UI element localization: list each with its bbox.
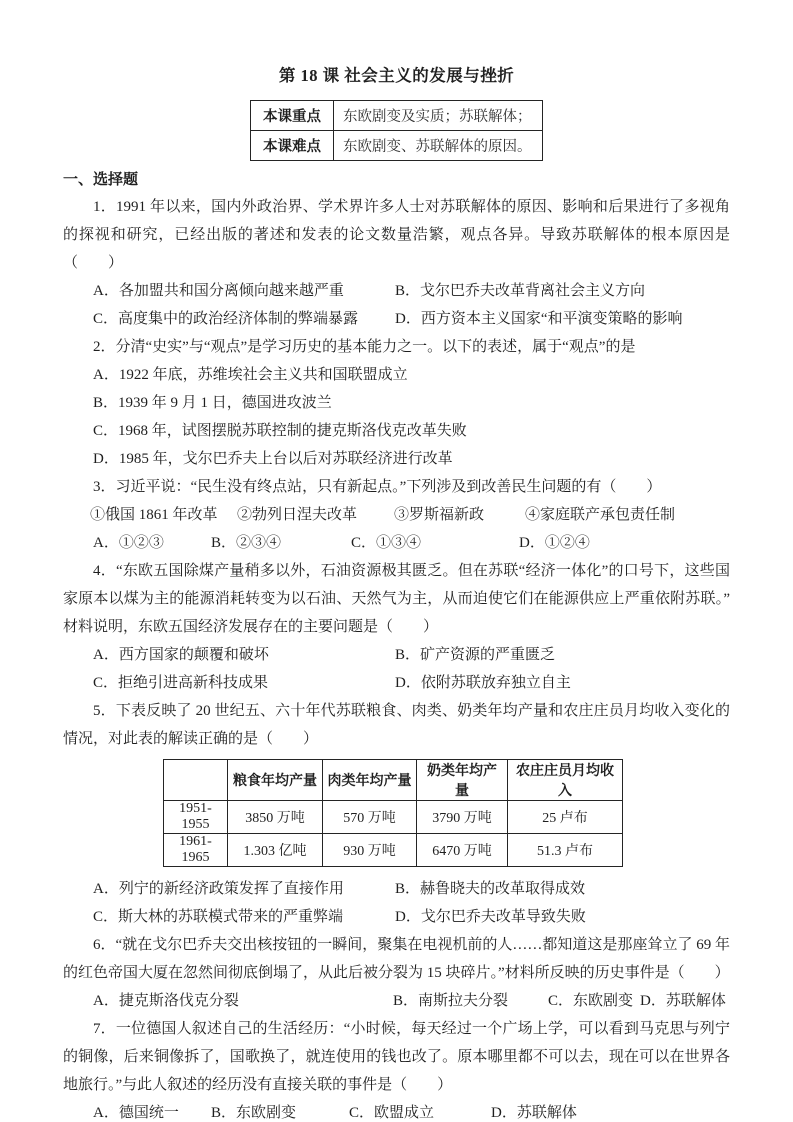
question-stem: 2．分清“史实”与“观点”是学习历史的基本能力之一。以下的表述，属于“观点”的是	[93, 339, 636, 355]
stat-header: 奶类年均产量	[417, 760, 508, 801]
stat-row	[164, 801, 623, 834]
option-d: D．依附苏联放弃独立自主	[395, 675, 571, 691]
numbered-item-4: ④家庭联产承包责任制	[525, 507, 676, 523]
option-row	[63, 277, 730, 305]
question-3	[63, 473, 730, 557]
option-row	[63, 417, 730, 445]
option-c: C．①③④	[351, 535, 422, 551]
option-d: D．戈尔巴乔夫改革导致失败	[395, 909, 586, 925]
option-a: A．捷克斯洛伐克分裂	[93, 993, 239, 1009]
question-2	[63, 333, 730, 473]
question-4	[63, 557, 730, 697]
option-row	[63, 903, 730, 931]
option-row	[63, 361, 730, 389]
question-7	[63, 1015, 730, 1122]
focus-value: 东欧剧变及实质；苏联解体；	[334, 101, 543, 131]
option-d: D．苏联解体	[640, 993, 726, 1009]
option-b: B．戈尔巴乔夫改革背离社会主义方向	[395, 283, 646, 299]
option-row	[63, 1099, 730, 1122]
stat-header-row	[164, 760, 623, 801]
stat-header: 肉类年均产量	[323, 760, 417, 801]
focus-value: 东欧剧变、苏联解体的原因。	[334, 131, 543, 161]
option-c: C．拒绝引进高新科技成果	[93, 675, 269, 691]
option-b: B．东欧剧变	[211, 1105, 297, 1121]
numbered-item-3: ③罗斯福新政	[394, 507, 485, 523]
question-1	[63, 193, 730, 333]
stat-row	[164, 834, 623, 867]
option-d: D．苏联解体	[491, 1105, 577, 1121]
option-row	[63, 641, 730, 669]
option-b: B．赫鲁晓夫的改革取得成效	[395, 881, 586, 897]
option-a: A．德国统一	[93, 1105, 179, 1121]
option-row	[63, 529, 730, 557]
stat-cell: 930 万吨	[323, 834, 417, 867]
focus-label: 本课难点	[251, 131, 334, 161]
numbered-items-row	[63, 501, 730, 529]
stat-cell: 1951-1955	[164, 801, 228, 834]
option-c: C．1968 年，试图摆脱苏联控制的捷克斯洛伐克改革失败	[93, 423, 467, 439]
option-d: D．①②④	[519, 535, 590, 551]
option-a: A．①②③	[93, 535, 164, 551]
option-d: D．西方资本主义国家“和平演变策略的影响	[395, 311, 683, 327]
stat-header: 粮食年均产量	[228, 760, 323, 801]
stat-cell: 3790 万吨	[417, 801, 508, 834]
option-b: B．1939 年 9 月 1 日，德国进攻波兰	[93, 395, 332, 411]
option-row	[63, 987, 730, 1015]
option-row	[63, 445, 730, 473]
stat-cell: 25 卢布	[508, 801, 623, 834]
stat-cell: 570 万吨	[323, 801, 417, 834]
stat-cell: 1961-1965	[164, 834, 228, 867]
option-b: B．②③④	[211, 535, 282, 551]
option-a: A．列宁的新经济政策发挥了直接作用	[93, 881, 344, 897]
option-row	[63, 669, 730, 697]
question-stem: 6．“就在戈尔巴乔夫交出核按钮的一瞬间，聚集在电视机前的人……都知道这是那座耸立了 69 年的红色帝国大厦在忽然间彻底倒塌了，从此后被分裂为 15 块碎片。”材料所反映的历史事件是（ ）	[63, 937, 730, 981]
option-b: B．矿产资源的严重匮乏	[395, 647, 556, 663]
option-a: A．西方国家的颠覆和破坏	[93, 647, 269, 663]
question-5	[63, 697, 730, 931]
focus-label: 本课重点	[251, 101, 334, 131]
statistics-table	[163, 759, 623, 867]
question-stem: 5．下表反映了 20 世纪五、六十年代苏联粮食、肉类、奶类年均产量和农庄庄员月均收入变化的情况，对此表的解读正确的是（ ）	[63, 703, 730, 747]
option-c: C．高度集中的政治经济体制的弊端暴露	[93, 311, 359, 327]
question-stem: 1．1991 年以来，国内外政治界、学术界许多人士对苏联解体的原因、影响和后果进行了多视角的探视和研究，已经出版的著述和发表的论文数量浩繁，观点各异。导致苏联解体的根本原因是（ ）	[63, 199, 730, 271]
option-b: B．南斯拉夫分裂	[393, 993, 509, 1009]
question-6	[63, 931, 730, 1015]
stat-cell: 51.3 卢布	[508, 834, 623, 867]
option-a: A．1922 年底，苏维埃社会主义共和国联盟成立	[93, 367, 408, 383]
option-row	[63, 875, 730, 903]
option-row	[63, 389, 730, 417]
stat-cell: 6470 万吨	[417, 834, 508, 867]
section-heading: 一、选择题	[63, 172, 139, 188]
option-c: C．斯大林的苏联模式带来的严重弊端	[93, 909, 344, 925]
stat-cell: 3850 万吨	[228, 801, 323, 834]
focus-row	[251, 131, 543, 161]
question-stem: 4．“东欧五国除煤产量稍多以外，石油资源极其匮乏。但在苏联“经济一体化”的口号下，这些国家原本以煤为主的能源消耗转变为以石油、天然气为主，从而迫使它们在能源供应上严重依附苏联。”材料说明，东欧五国经济发展存在的主要问题是（ ）	[63, 563, 730, 635]
option-row	[63, 305, 730, 333]
numbered-item-2: ②勃列日涅夫改革	[237, 507, 358, 523]
lesson-focus-table	[250, 100, 543, 161]
stat-header	[164, 760, 228, 801]
option-a: A．各加盟共和国分离倾向越来越严重	[93, 283, 344, 299]
option-c: C．欧盟成立	[349, 1105, 435, 1121]
stat-cell: 1.303 亿吨	[228, 834, 323, 867]
question-stem: 7．一位德国人叙述自己的生活经历：“小时候，每天经过一个广场上学，可以看到马克思与列宁的铜像，后来铜像拆了，国歌换了，就连使用的钱也改了。原本哪里都不可以去，现在可以在世界各地旅行。”与此人叙述的经历没有直接关联的事件是（ ）	[63, 1021, 730, 1093]
question-stem: 3．习近平说：“民生没有终点站，只有新起点。”下列涉及到改善民生问题的有（ ）	[93, 479, 662, 495]
stat-header: 农庄庄员月均收入	[508, 760, 623, 801]
option-c: C．东欧剧变	[548, 993, 634, 1009]
option-d: D．1985 年，戈尔巴乔夫上台以后对苏联经济进行改革	[93, 451, 453, 467]
focus-row	[251, 101, 543, 131]
page-title: 第 18 课 社会主义的发展与挫折	[278, 66, 515, 85]
numbered-item-1: ①俄国 1861 年改革	[90, 507, 218, 523]
